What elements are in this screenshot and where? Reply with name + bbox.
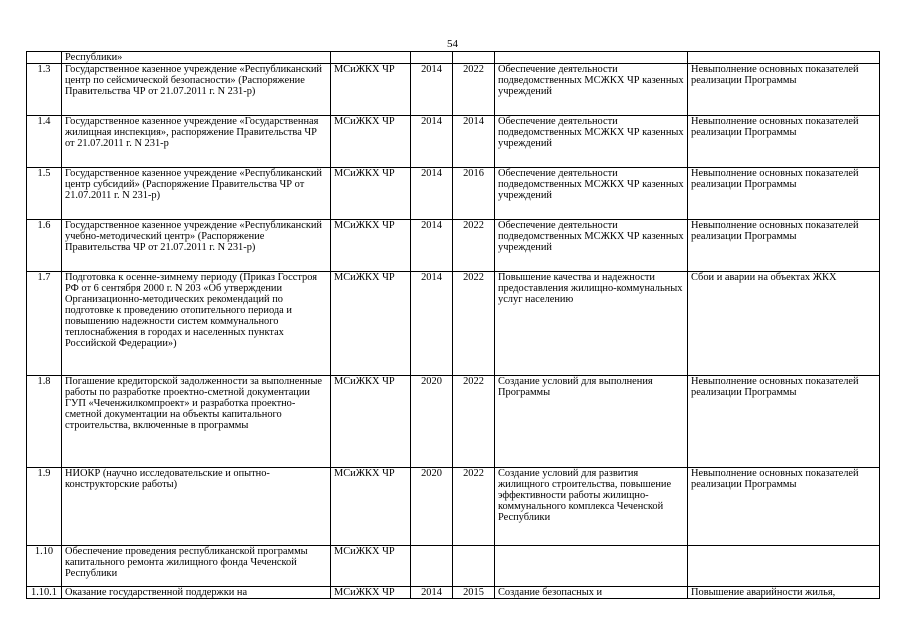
start-year-cell: 2014 [411,168,453,220]
page-number: 54 [447,38,458,50]
measure-cell: НИОКР (научно исследовательские и опытно-конструкторские работы) [62,468,331,546]
executor-cell: МСиЖКХ ЧР [331,220,411,272]
result-cell: Обеспечение деятельности подведомственных МСЖКХ ЧР казенных учреждений [495,116,688,168]
executor-cell [331,52,411,64]
program-measures-table [26,51,880,599]
result-cell: Обеспечение деятельности подведомственных МСЖКХ ЧР казенных учреждений [495,64,688,116]
end-year-cell: 2022 [453,272,495,376]
measure-cell: Республики» [62,52,331,64]
table-row [27,116,880,168]
consequence-cell: Невыполнение основных показателей реализации Программы [688,468,880,546]
result-cell: Создание условий для развития жилищного строительства, повышение эффективности работы жилищно-коммунального комплекса Чеченской Республики [495,468,688,546]
table-row [27,168,880,220]
end-year-cell: 2014 [453,116,495,168]
result-cell: Обеспечение деятельности подведомственных МСЖКХ ЧР казенных учреждений [495,168,688,220]
executor-cell: МСиЖКХ ЧР [331,587,411,599]
measure-cell: Обеспечение проведения республиканской программы капитального ремонта жилищного фонда Чеченской Республики [62,546,331,587]
consequence-cell: Сбои и аварии на объектах ЖКХ [688,272,880,376]
start-year-cell: 2014 [411,116,453,168]
measure-cell: Государственное казенное учреждение «Республиканский центр по сейсмической безопасности» (Распоряжение Правительства ЧР от 21.07.2011 г. N 231-р) [62,64,331,116]
end-year-cell [453,546,495,587]
result-cell: Обеспечение деятельности подведомственных МСЖКХ ЧР казенных учреждений [495,220,688,272]
end-year-cell [453,52,495,64]
end-year-cell: 2022 [453,468,495,546]
row-number: 1.9 [27,468,62,546]
consequence-cell: Невыполнение основных показателей реализации Программы [688,376,880,468]
executor-cell: МСиЖКХ ЧР [331,546,411,587]
executor-cell: МСиЖКХ ЧР [331,116,411,168]
table-row [27,272,880,376]
consequence-cell: Невыполнение основных показателей реализации Программы [688,220,880,272]
consequence-cell: Повышение аварийности жилья, [688,587,880,599]
start-year-cell [411,52,453,64]
measure-cell: Подготовка к осенне-зимнему периоду (Приказ Госстроя РФ от 6 сентября 2000 г. N 203 «Об утверждении Организационно-методических рекомендаций по подготовке к проведению отопительного периода и повышению надежности систем коммунального теплоснабжения в городах и населенных пунктах Российской Федерации») [62,272,331,376]
measure-cell: Государственное казенное учреждение «Государственная жилищная инспекция», распоряжение Правительства ЧР от 21.07.2011 г. N 231-р [62,116,331,168]
row-number: 1.7 [27,272,62,376]
end-year-cell: 2022 [453,64,495,116]
consequence-cell [688,52,880,64]
start-year-cell: 2020 [411,468,453,546]
executor-cell: МСиЖКХ ЧР [331,468,411,546]
table-row [27,220,880,272]
measure-cell: Оказание государственной поддержки на [62,587,331,599]
result-cell: Повышение качества и надежности предоставления жилищно-коммунальных услуг населению [495,272,688,376]
start-year-cell: 2014 [411,220,453,272]
row-number: 1.6 [27,220,62,272]
end-year-cell: 2016 [453,168,495,220]
table-row [27,64,880,116]
consequence-cell: Невыполнение основных показателей реализации Программы [688,64,880,116]
row-number: 1.8 [27,376,62,468]
result-cell [495,52,688,64]
start-year-cell: 2014 [411,64,453,116]
end-year-cell: 2022 [453,220,495,272]
start-year-cell: 2020 [411,376,453,468]
start-year-cell: 2014 [411,272,453,376]
consequence-cell: Невыполнение основных показателей реализации Программы [688,116,880,168]
executor-cell: МСиЖКХ ЧР [331,168,411,220]
row-number: 1.5 [27,168,62,220]
table-row [27,52,880,64]
executor-cell: МСиЖКХ ЧР [331,376,411,468]
row-number: 1.10 [27,546,62,587]
measure-cell: Государственное казенное учреждение «Республиканский центр субсидий» (Распоряжение Правительства ЧР от 21.07.2011 г. N 231-р) [62,168,331,220]
result-cell [495,546,688,587]
measure-cell: Государственное казенное учреждение «Республиканский учебно-методический центр» (Распоряжение Правительства ЧР от 21.07.2011 г. N 231-р) [62,220,331,272]
result-cell: Создание условий для выполнения Программы [495,376,688,468]
executor-cell: МСиЖКХ ЧР [331,64,411,116]
consequence-cell [688,546,880,587]
result-cell: Создание безопасных и [495,587,688,599]
end-year-cell: 2015 [453,587,495,599]
start-year-cell [411,546,453,587]
end-year-cell: 2022 [453,376,495,468]
table-row [27,376,880,468]
start-year-cell: 2014 [411,587,453,599]
measure-cell: Погашение кредиторской задолженности за выполненные работы по разработке проектно-сметной документации ГУП «Чеченжилкомпроект» и разработка проектно-сметной документации на объекты капитального строительства, включенные в программы [62,376,331,468]
row-number: 1.3 [27,64,62,116]
executor-cell: МСиЖКХ ЧР [331,272,411,376]
row-number: 1.4 [27,116,62,168]
table-row [27,546,880,587]
row-number: 1.10.1 [27,587,62,599]
table-row [27,587,880,599]
row-number [27,52,62,64]
consequence-cell: Невыполнение основных показателей реализации Программы [688,168,880,220]
table-row [27,468,880,546]
